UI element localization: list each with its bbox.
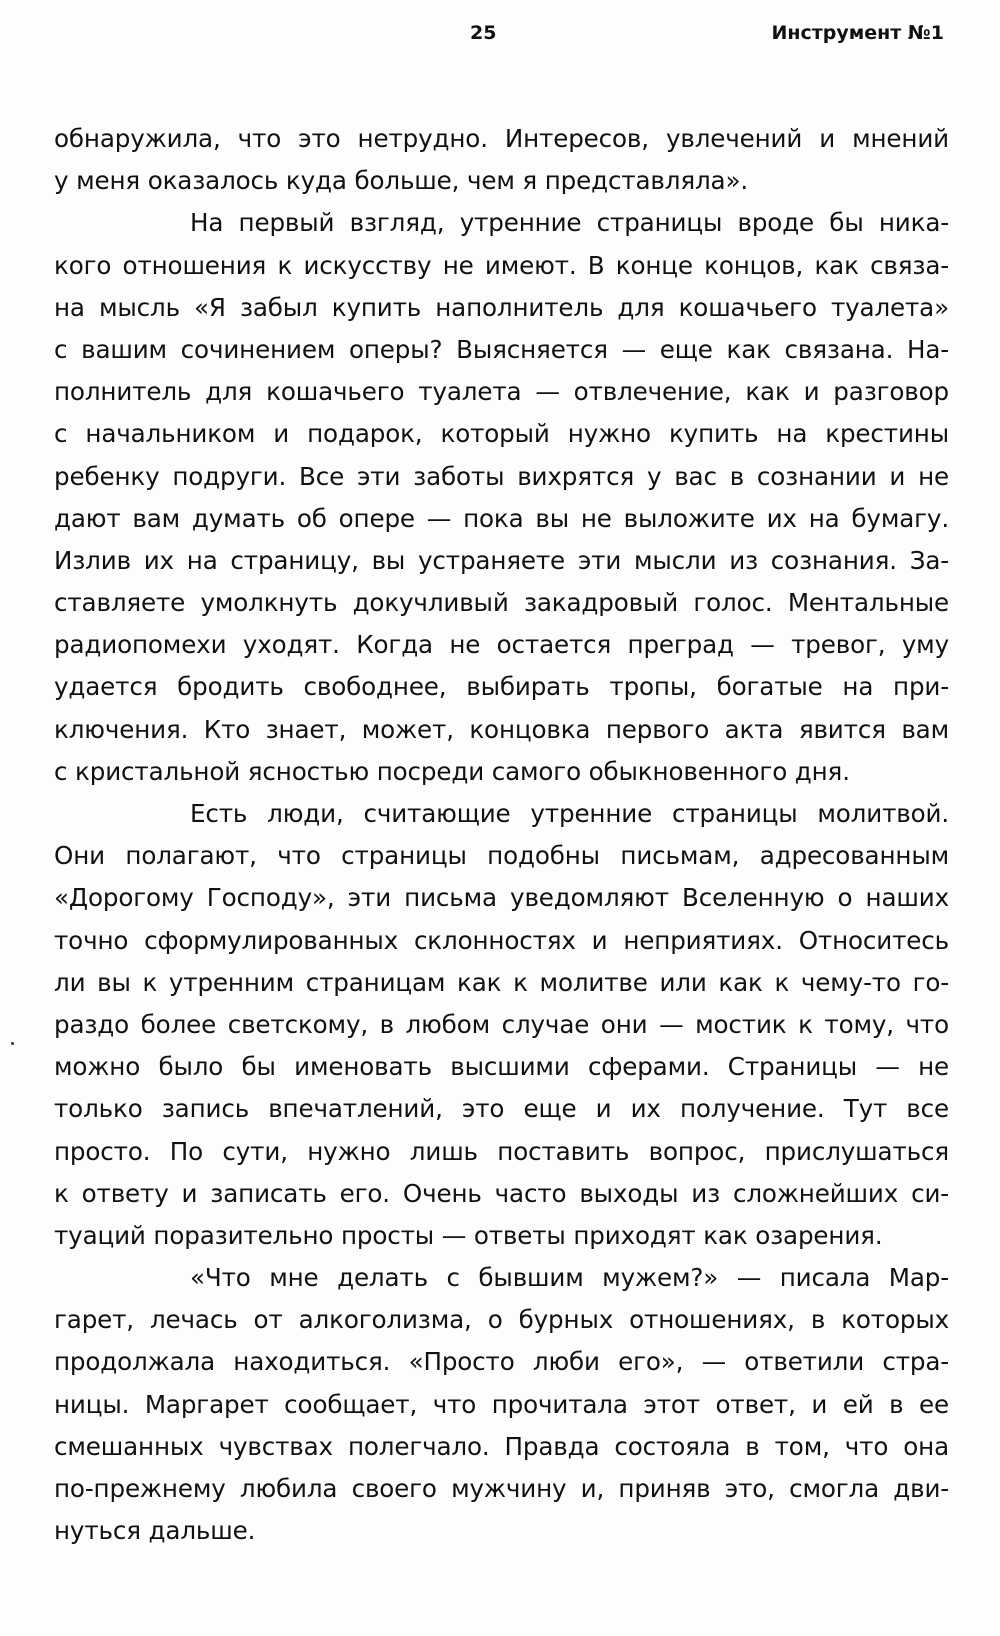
text-line: к ответу и записать его. Очень часто выходы из сложнейших си-: [54, 1178, 949, 1208]
text-line: «Что мне делать с бывшим мужем?» — писала Мар-: [190, 1263, 949, 1293]
text-line: раздо более светскому, в любом случае они — мостик к тому, что: [54, 1009, 949, 1039]
text-line: с начальником и подарок, который нужно купить на крестины: [54, 419, 949, 449]
text-line: радиопомехи уходят. Когда не остается преград — тревог, уму: [54, 630, 949, 660]
text-line: на мысль «Я забыл купить наполнитель для кошачьего туалета»: [54, 292, 949, 322]
text-line: ключения. Кто знает, может, концовка первого акта явится вам: [54, 714, 949, 744]
text-line: удается бродить свободнее, выбирать тропы, богатые на при-: [54, 672, 949, 702]
text-line: по-прежнему любила своего мужчину и, приняв это, смогла дви-: [54, 1474, 949, 1503]
section-title: Инструмент №1: [771, 22, 944, 44]
text-line: ницы. Маргарет сообщает, что прочитала этот ответ, и ей в ее: [54, 1389, 949, 1419]
paragraph: [54, 1257, 949, 1552]
text-line: продолжала находиться. «Просто люби его», — ответили стра-: [54, 1347, 949, 1377]
text-line: полнитель для кошачьего туалета — отвлечение, как и разговор: [54, 377, 949, 407]
text-line: Они полагают, что страницы подобны письмам, адресованным: [54, 841, 949, 871]
paragraph: [54, 793, 949, 1257]
running-head: [0, 18, 1000, 58]
text-line: с вашим сочинением оперы? Выясняется — еще как связана. На-: [54, 334, 949, 364]
text-line: нуться дальше.: [54, 1516, 256, 1546]
text-line: туаций поразительно просты — ответы приходят как озарения.: [54, 1220, 883, 1250]
text-line: точно сформулированных склонностях и неприятиях. Относитесь: [54, 925, 949, 955]
text-line: кого отношения к искусству не имеют. В конце концов, как связа-: [54, 250, 949, 280]
body-text: [54, 118, 949, 1552]
text-line: На первый взгляд, утренние страницы вроде бы ника-: [190, 208, 949, 238]
text-line: можно было бы именовать высшими сферами. Страницы — не: [54, 1052, 949, 1082]
text-line: Есть люди, считающие утренние страницы молитвой.: [190, 799, 949, 828]
text-line: только запись впечатлений, это еще и их получение. Тут все: [54, 1094, 949, 1124]
text-line: Излив их на страницу, вы устраняете эти мысли из сознания. За-: [54, 545, 949, 575]
page-number: 25: [470, 22, 497, 44]
paragraph: [54, 202, 949, 793]
text-line: у меня оказалось куда больше, чем я представляла».: [54, 166, 749, 196]
text-line: смешанных чувствах полегчало. Правда состояла в том, что она: [54, 1431, 949, 1461]
text-line: просто. По сути, нужно лишь поставить вопрос, прислушаться: [54, 1136, 949, 1166]
text-line: «Дорогому Господу», эти письма уведомляют Вселенную о наших: [54, 883, 949, 913]
paragraph: [54, 118, 949, 202]
text-line: ставляете умолкнуть докучливый закадровый голос. Ментальные: [54, 588, 949, 618]
text-line: дают вам думать об опере — пока вы не выложите их на бумагу.: [54, 503, 949, 533]
text-line: ребенку подруги. Все эти заботы вихрятся у вас в сознании и не: [54, 461, 949, 491]
text-line: ли вы к утренним страницам как к молитве или как к чему-то го-: [54, 967, 949, 997]
text-line: с кристальной ясностью посреди самого обыкновенного дня.: [54, 756, 850, 786]
text-line: гарет, лечась от алкоголизма, о бурных отношениях, в которых: [54, 1305, 949, 1335]
text-line: обнаружила, что это нетрудно. Интересов, увлечений и мнений: [54, 124, 949, 153]
margin-dot: [11, 1042, 14, 1045]
